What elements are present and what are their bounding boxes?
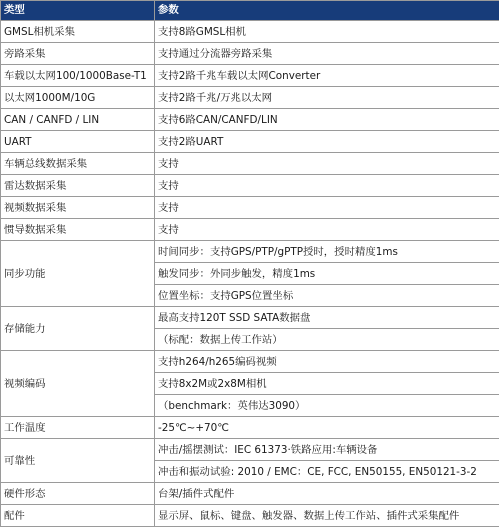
table-row bbox=[1, 483, 499, 505]
row-value: 支持2路千兆车载以太网Converter bbox=[155, 65, 499, 87]
row-value: 时间同步：支持GPS/PTP/gPTP授时，授时精度1ms bbox=[155, 241, 499, 263]
table-row bbox=[1, 21, 499, 43]
table-row bbox=[1, 197, 499, 219]
row-category: GMSL相机采集 bbox=[1, 21, 155, 43]
row-value: 位置坐标：支持GPS位置坐标 bbox=[155, 285, 499, 307]
table-row bbox=[1, 219, 499, 241]
row-category: CAN / CANFD / LIN bbox=[1, 109, 155, 131]
row-value: 冲击/摇摆测试：IEC 61373·铁路应用:车辆设备 bbox=[155, 439, 499, 461]
row-category: UART bbox=[1, 131, 155, 153]
row-category: 配件 bbox=[1, 505, 155, 527]
row-value: 支持 bbox=[155, 153, 499, 175]
row-value: 支持2路千兆/万兆以太网 bbox=[155, 87, 499, 109]
row-value: 支持通过分流器旁路采集 bbox=[155, 43, 499, 65]
table-row bbox=[1, 109, 499, 131]
row-value: 冲击和振动试验: 2010 / EMC：CE, FCC, EN50155, EN50121-3-2 bbox=[155, 461, 499, 483]
table-row bbox=[1, 153, 499, 175]
row-value: 台架/插件式配件 bbox=[155, 483, 499, 505]
row-category: 工作温度 bbox=[1, 417, 155, 439]
table-row bbox=[1, 417, 499, 439]
row-category: 同步功能 bbox=[1, 241, 155, 307]
row-value: 支持 bbox=[155, 175, 499, 197]
row-value: 支持8x2M或2x8M相机 bbox=[155, 373, 499, 395]
row-category: 旁路采集 bbox=[1, 43, 155, 65]
table-row bbox=[1, 439, 499, 461]
row-value: 支持 bbox=[155, 197, 499, 219]
header-parameters: 参数 bbox=[155, 1, 499, 21]
table-row bbox=[1, 241, 499, 263]
table-row bbox=[1, 351, 499, 373]
row-category: 可靠性 bbox=[1, 439, 155, 483]
row-value: 支持2路UART bbox=[155, 131, 499, 153]
row-value: 触发同步：外同步触发，精度1ms bbox=[155, 263, 499, 285]
row-value: 最高支持120T SSD SATA数据盘 bbox=[155, 307, 499, 329]
row-category: 以太网1000M/10G bbox=[1, 87, 155, 109]
row-value: 支持6路CAN/CANFD/LIN bbox=[155, 109, 499, 131]
row-category: 车辆总线数据采集 bbox=[1, 153, 155, 175]
row-category: 惯导数据采集 bbox=[1, 219, 155, 241]
row-category: 视频编码 bbox=[1, 351, 155, 417]
table-body bbox=[1, 21, 499, 527]
row-category: 存储能力 bbox=[1, 307, 155, 351]
table-row bbox=[1, 43, 499, 65]
row-category: 车载以太网100/1000Base-T1 bbox=[1, 65, 155, 87]
row-category: 雷达数据采集 bbox=[1, 175, 155, 197]
row-category: 硬件形态 bbox=[1, 483, 155, 505]
row-value: -25℃~+70℃ bbox=[155, 417, 499, 439]
table-row bbox=[1, 65, 499, 87]
row-value: 支持 bbox=[155, 219, 499, 241]
table-row bbox=[1, 505, 499, 527]
table-row bbox=[1, 131, 499, 153]
row-value: 支持8路GMSL相机 bbox=[155, 21, 499, 43]
table-row bbox=[1, 175, 499, 197]
row-value: （benchmark：英伟达3090） bbox=[155, 395, 499, 417]
header-type: 类型 bbox=[1, 1, 155, 21]
table-row bbox=[1, 307, 499, 329]
row-value: 显示屏、鼠标、键盘、触发器、数据上传工作站、插件式采集配件 bbox=[155, 505, 499, 527]
row-value: 支持h264/h265编码视频 bbox=[155, 351, 499, 373]
table-header-row bbox=[1, 1, 499, 21]
table-row bbox=[1, 87, 499, 109]
row-value: （标配：数据上传工作站） bbox=[155, 329, 499, 351]
row-category: 视频数据采集 bbox=[1, 197, 155, 219]
